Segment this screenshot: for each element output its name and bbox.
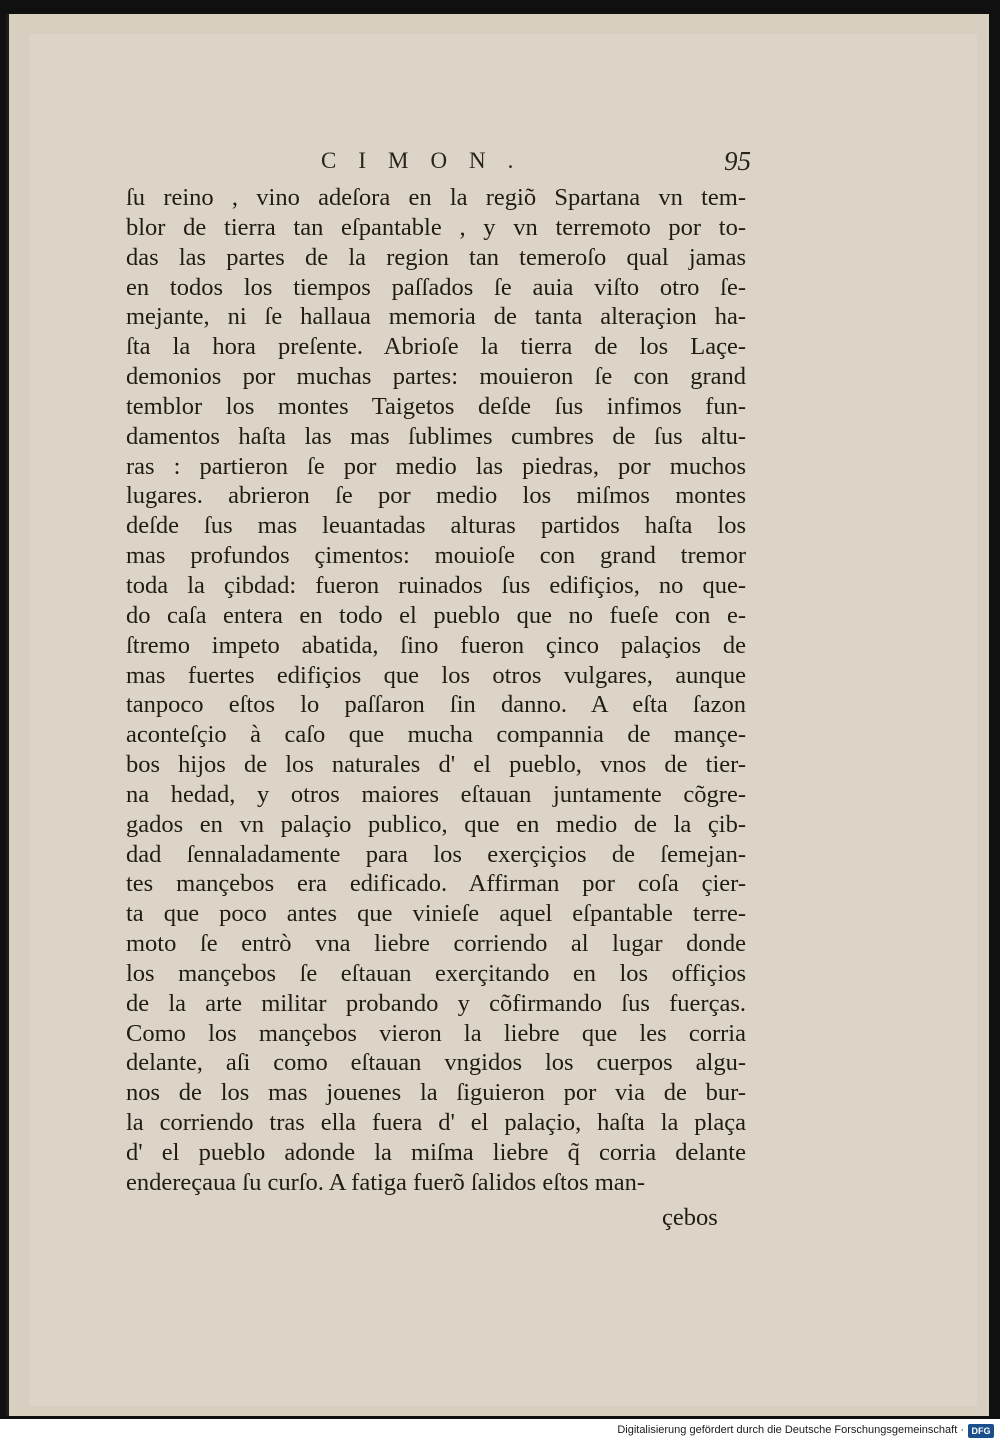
text-line: bos hijos de los naturales d' el pueblo, vnos de tier-: [126, 751, 746, 779]
text-line: endereçaua ſu curſo. A fatiga fuerõ ſalidos eſtos man-: [126, 1168, 646, 1196]
catchword: çebos: [662, 1204, 718, 1231]
text-line: mas profundos çimentos: mouioſe con grand tremor: [126, 542, 746, 570]
text-line: moto ſe entrò vna liebre corriendo al lugar donde: [126, 930, 746, 958]
text-line: do caſa entera en todo el pueblo que no fueſe con e-: [126, 601, 746, 629]
text-line: ta que poco antes que vinieſe aquel eſpantable terre-: [126, 900, 746, 928]
text-line: mas fuertes edifiçios que los otros vulgares, aunque: [126, 661, 746, 689]
text-line: temblor los montes Taigetos deſde ſus infimos fun-: [126, 392, 746, 420]
text-line: mejante, ni ſe hallaua memoria de tanta alteraçion ha-: [126, 303, 746, 331]
text-line: d' el pueblo adonde la miſma liebre q̃ corria delante: [126, 1139, 746, 1166]
text-line: damentos haſta las mas ſublimes cumbres de ſus altu-: [126, 422, 746, 450]
text-line: de la arte militar probando y cõfirmando ſus fuerças.: [126, 989, 746, 1017]
text-line: ras : partieron ſe por medio las piedras, por muchos: [126, 452, 746, 480]
text-line: los mançebos ſe eſtauan exerçitando en los offiçios: [126, 959, 746, 987]
text-line: deſde ſus mas leuantadas alturas partidos haſta los: [126, 512, 746, 540]
text-line: na hedad, y otros maiores eſtauan juntamente cõgre-: [126, 780, 746, 808]
text-line: gados en vn palaçio publico, que en medio de la çib-: [126, 810, 746, 838]
body-text: [126, 183, 746, 1198]
text-line: aconteſçio à caſo que mucha compannia de mançe-: [126, 721, 746, 749]
running-head: CIMON.: [321, 148, 536, 173]
text-line: lugares. abrieron ſe por medio los miſmos montes: [126, 482, 746, 510]
page-number: 95: [724, 146, 751, 176]
text-line: das las partes de la region tan temeroſo qual jamas: [126, 243, 746, 271]
text-line: nos de los mas jouenes la ſiguieron por via de bur-: [126, 1079, 746, 1107]
text-line: tes mançebos era edificado. Affirman por coſa çier-: [126, 870, 746, 898]
text-line: ſtremo impeto abatida, ſino fueron çinco palaçios de: [126, 631, 746, 659]
text-line: demonios por muchas partes: mouieron ſe con grand: [126, 363, 746, 391]
text-line: dad ſennaladamente para los exerçiçios de ſemejan-: [126, 840, 746, 868]
text-line: ſta la hora preſente. Abrioſe la tierra de los Laçe-: [126, 333, 746, 361]
text-line: toda la çibdad: fueron ruinados ſus edifiçios, no que-: [126, 571, 746, 599]
dfg-logo-icon: DFG: [968, 1424, 994, 1438]
text-line: blor de tierra tan eſpantable , y vn terremoto por to-: [126, 213, 746, 241]
text-line: tanpoco eſtos lo paſſaron ſin danno. A eſta ſazon: [126, 691, 746, 719]
text-line: en todos los tiempos paſſados ſe auia viſto otro ſe-: [126, 273, 746, 301]
funding-credit: Digitalisierung gefördert durch die Deutsche Forschungsgemeinschaft ·: [617, 1424, 964, 1436]
text-line: delante, aſi como eſtauan vngidos los cuerpos algu-: [126, 1049, 746, 1077]
text-line: Como los mançebos vieron la liebre que les corria: [126, 1019, 746, 1047]
text-line: ſu reino , vino adeſora en la regiõ Spartana vn tem-: [126, 184, 746, 211]
footer-bar: [0, 1419, 1000, 1445]
text-line: la corriendo tras ella fuera d' el palaçio, haſta la plaça: [126, 1109, 746, 1137]
